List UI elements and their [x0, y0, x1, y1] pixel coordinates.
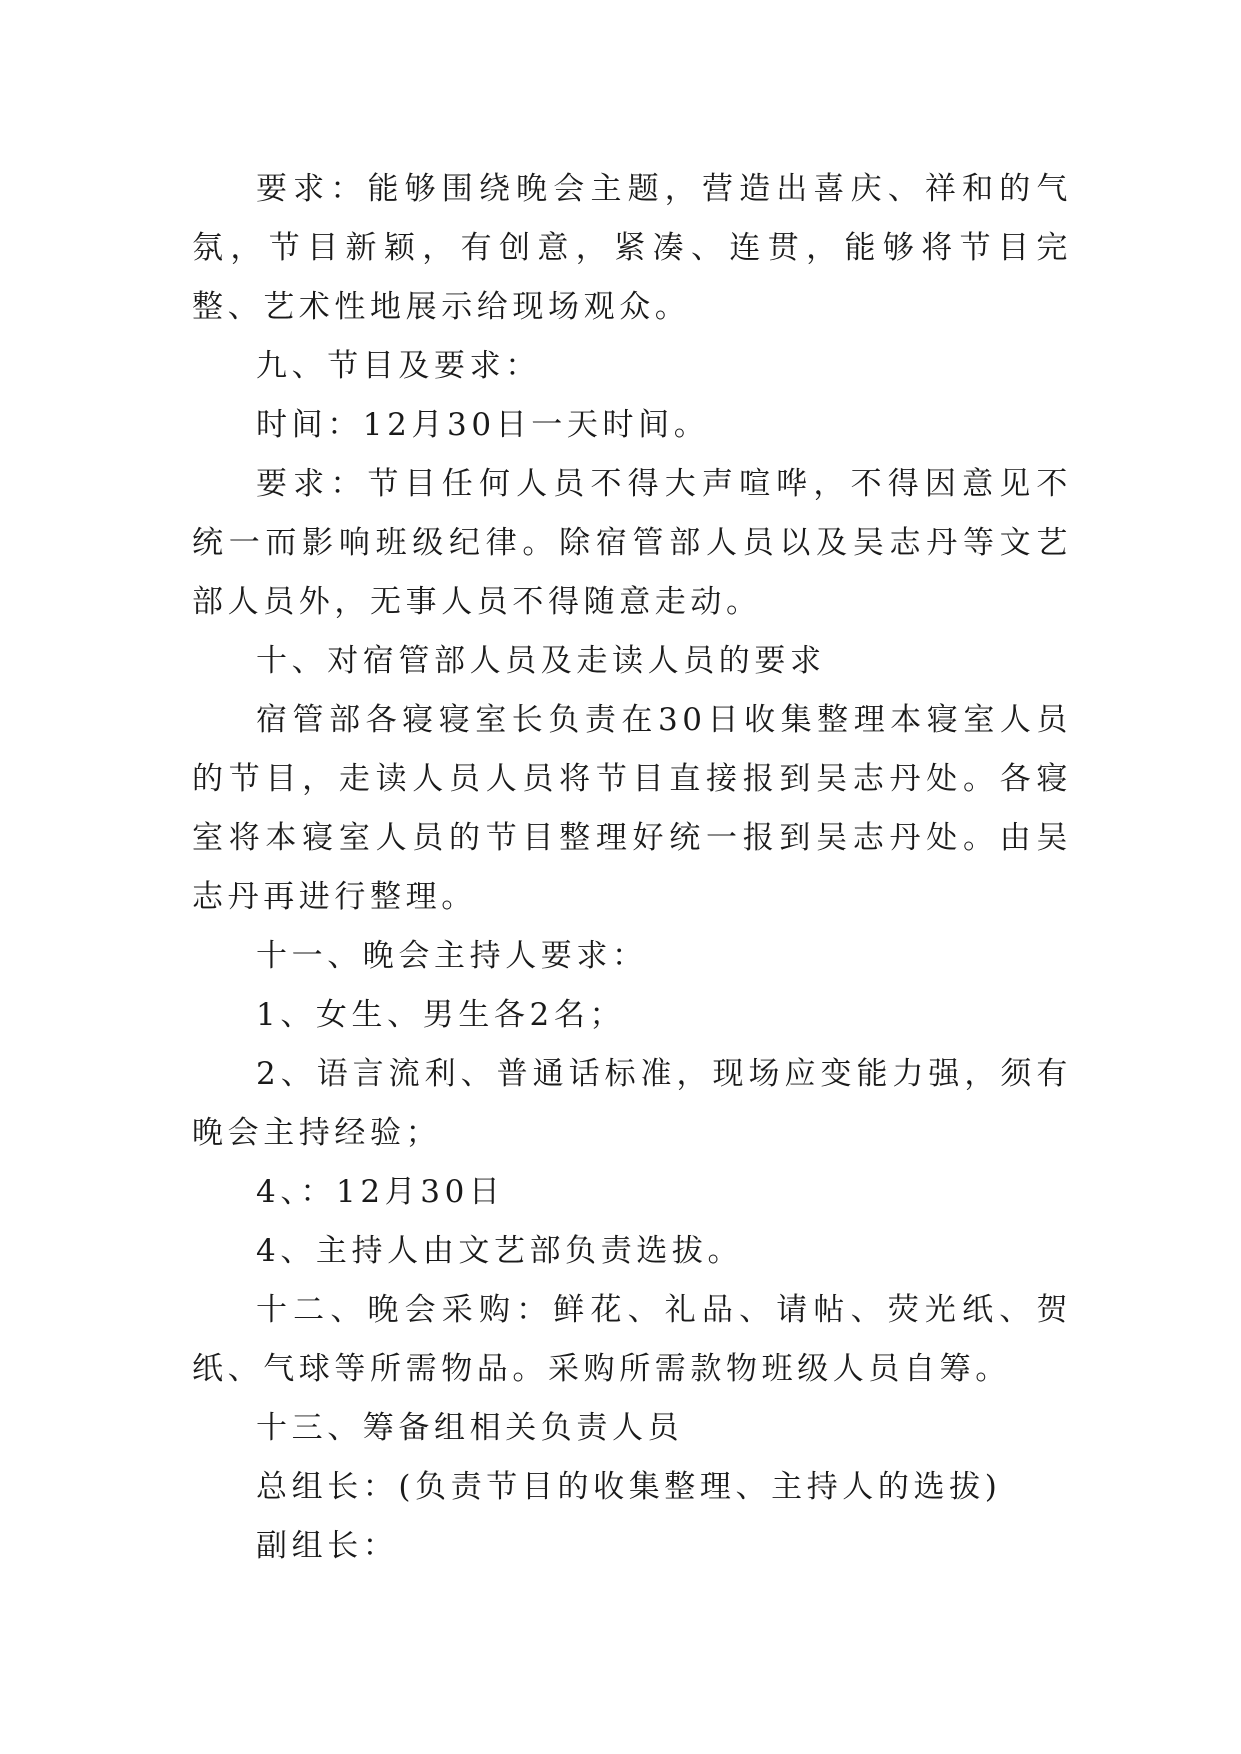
paragraph-time: 时间：12月30日一天时间。	[256, 407, 710, 443]
heading-section-ten: 十、对宿管部人员及走读人员的要求	[256, 643, 826, 679]
list-item-host-date: 4、：12月30日	[256, 1174, 505, 1210]
paragraph-section-twelve-purchasing: 十二、晚会采购：鲜花、礼品、请帖、荧光纸、贺纸、气球等所需物品。采购所需款物班级人员自筹。	[192, 1292, 1072, 1387]
paragraph-chief-leader: 总组长：(负责节目的收集整理、主持人的选拔)	[256, 1469, 1002, 1505]
document-body	[192, 160, 1072, 1576]
list-item-host-language: 2、语言流利、普通话标准，现场应变能力强，须有晚会主持经验；	[192, 1056, 1072, 1151]
list-item-host-count: 1、女生、男生各2名；	[256, 997, 626, 1033]
paragraph-dorm-collection: 宿管部各寝寝室长负责在30日收集整理本寝室人员的节目，走读人员人员将节目直接报到吴志丹处。各寝室将本寝室人员的节目整理好统一报到吴志丹处。由吴志丹再进行整理。	[192, 702, 1072, 915]
heading-section-eleven: 十一、晚会主持人要求：	[256, 938, 648, 974]
paragraph-requirements-discipline: 要求：节目任何人员不得大声喧哗，不得因意见不统一而影响班级纪律。除宿管部人员以及吴志丹等文艺部人员外，无事人员不得随意走动。	[192, 466, 1072, 620]
paragraph-deputy-leader: 副组长：	[256, 1528, 399, 1564]
paragraph-requirements-theme: 要求：能够围绕晚会主题，营造出喜庆、祥和的气氛，节目新颖，有创意，紧凑、连贯，能够将节目完整、艺术性地展示给现场观众。	[192, 171, 1072, 325]
list-item-host-selection: 4、主持人由文艺部负责选拔。	[256, 1233, 744, 1269]
heading-section-thirteen: 十三、筹备组相关负责人员	[256, 1410, 684, 1446]
heading-section-nine: 九、节目及要求：	[256, 348, 541, 384]
